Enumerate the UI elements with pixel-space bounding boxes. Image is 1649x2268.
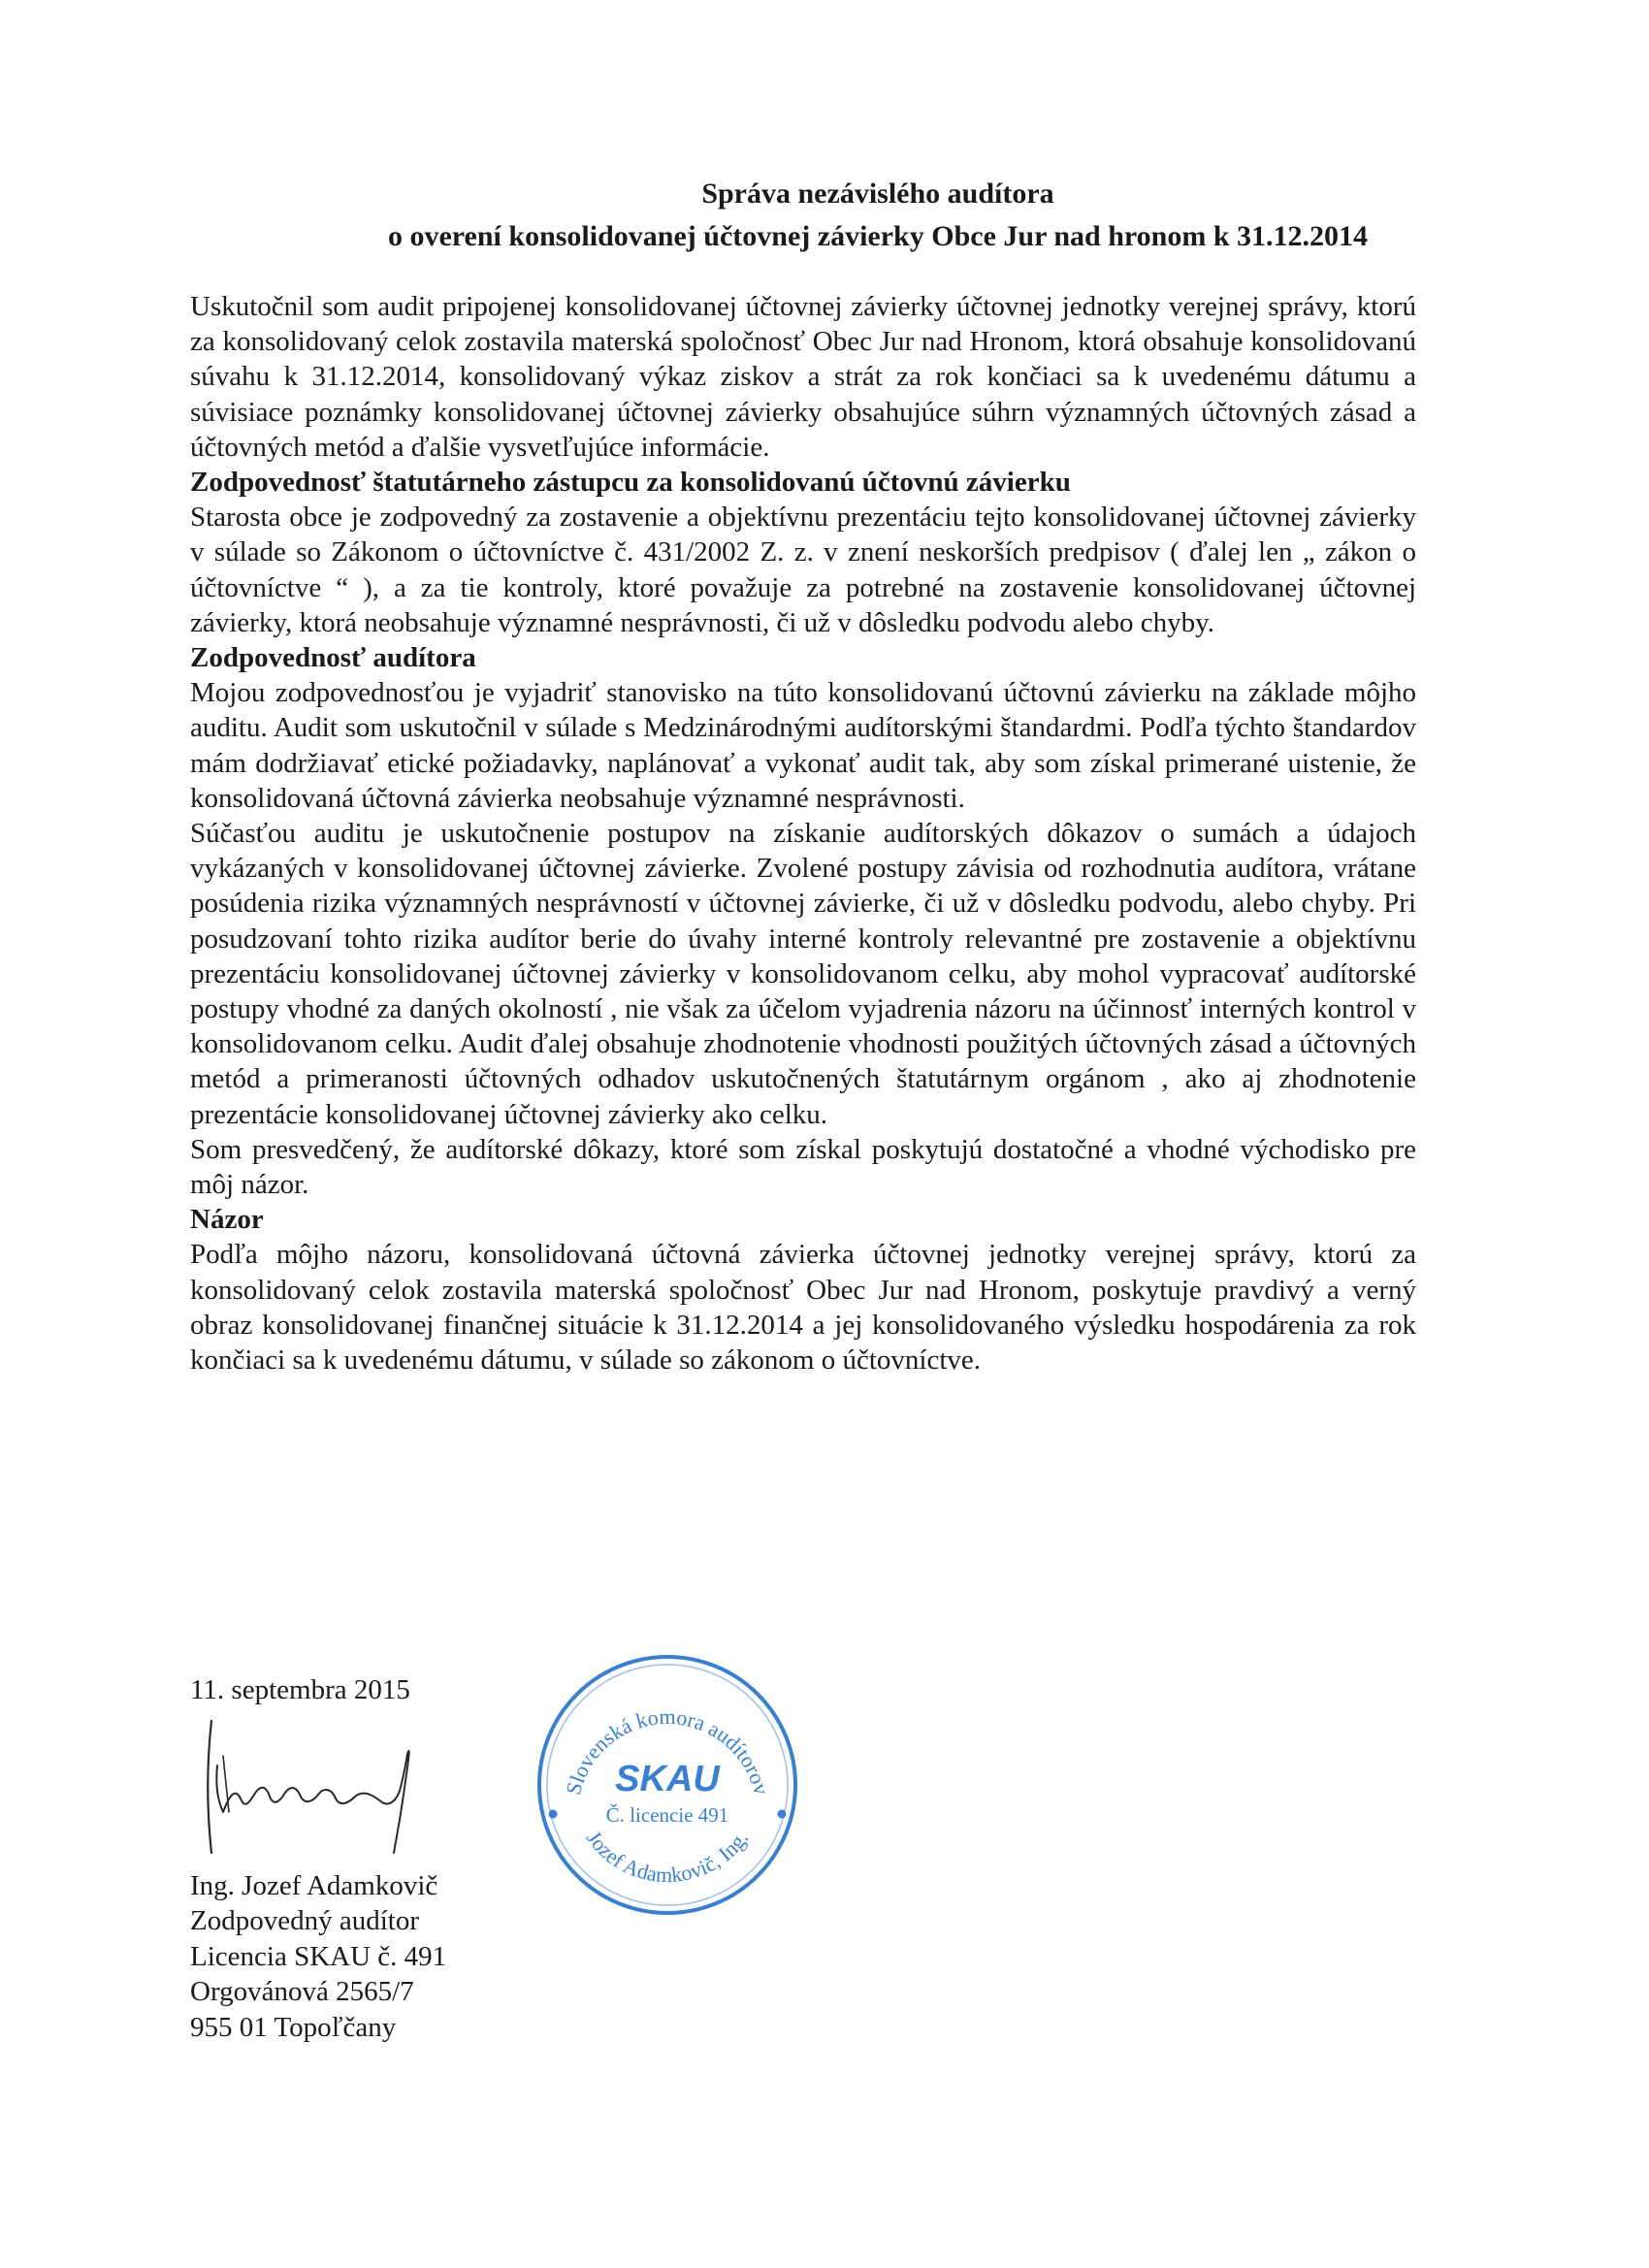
- signer-block: [190, 1868, 446, 2045]
- report-title: [0, 173, 1649, 258]
- opinion-paragraph: Podľa môjho názoru, konsolidovaná účtovná závierka účtovnej jednotky verejnej správy, ktorú za konsolidovaný celok zostavila materská spoločnosť Obec Jur nad Hronom, poskytuje pravdivý a verný obraz konsolidovanej finančnej situácie k 31.12.2014 a jej konsolidovaného výsledku hospodárenia za rok končiaci sa k uvedenému dátumu, v súlade so zákonom o účtovníctve.: [190, 1239, 1416, 1377]
- stamp-dot-left: [549, 1810, 558, 1819]
- report-title-line-1: Správa nezávislého audítora: [701, 178, 1054, 210]
- report-date: 11. septembra 2015: [190, 1674, 410, 1705]
- stamp-center-license: Č. licencie 491: [605, 1803, 729, 1827]
- signer-street: Orgovánová 2565/7: [190, 1976, 414, 2008]
- statutory-responsibility-heading: Zodpovednosť štatutárneho zástupcu za konsolidovanú účtovnú závierku: [190, 467, 1071, 499]
- stamp-ring-bottom: Jozef Adamkovič, Ing.: [581, 1826, 754, 1888]
- stamp-ring-top: Slovenská komora audítorov: [561, 1704, 774, 1798]
- intro-paragraph: Uskutočnil som audit pripojenej konsolidovanej účtovnej závierky účtovnej jednotky verejnej správy, ktorú za konsolidovaný celok zostavila materská spoločnosť Obec Jur nad Hronom, ktorá obsahuje konsolidovanú súvahu k 31.12.2014, konsolidovaný výkaz ziskov a strát za rok končiaci sa k uvedenému dátumu a súvisiace poznámky konsolidovanej účtovnej závierky obsahujúce súhrn významných účtovných zásad a účtovných metód a ďalšie vysvetľujúce informácie.: [190, 291, 1416, 463]
- report-title-line-2: o overení konsolidovanej účtovnej závierky Obce Jur nad hronom k 31.12.2014: [387, 220, 1369, 252]
- signer-license: Licencia SKAU č. 491: [190, 1940, 447, 1972]
- stamp-dot-right: [778, 1810, 787, 1819]
- auditor-responsibility-heading: Zodpovednosť audítora: [190, 642, 476, 674]
- signer-name: Ing. Jozef Adamkovič: [190, 1870, 438, 1901]
- auditor-responsibility-paragraph-2: Súčasťou auditu je uskutočnenie postupov na získanie audítorských dôkazov o sumách a údajoch vykázaných v konsolidovanej účtovnej závierke. Zvolené postupy závisia od rozhodnutia audítora, vrátane posúdenia rizika významných nesprávností v účtovnej závierke, či už v dôsledku podvodu, alebo chyby. Pri posudzovaní tohto rizika audítor berie do úvahy interné kontroly relevantné pre zostavenie a objektívnu prezentáciu konsolidovanej účtovnej závierky v konsolidovanom celku, aby mohol vypracovať audítorské postupy vhodné za daných okolností , nie však za účelom vyjadrenia názoru na účinnosť interných kontrol v konsolidovanom celku. Audit ďalej obsahuje zhodnotenie vhodnosti použitých účtovných zásad a účtovných metód a primeranosti účtovných odhadov uskutočnených štatutárnym orgánom , ako aj zhodnotenie prezentácie konsolidovanej účtovnej závierky ako celku.: [190, 818, 1416, 1130]
- stamp-center-abbrev: SKAU: [615, 1759, 720, 1799]
- report-body: [190, 289, 1416, 1377]
- signer-role: Zodpovedný audítor: [190, 1905, 419, 1937]
- auditor-stamp: [532, 1649, 803, 1921]
- signer-city: 955 01 Topoľčany: [190, 2011, 397, 2043]
- auditor-responsibility-paragraph-3: Som presvedčený, že audítorské dôkazy, ktoré som získal poskytujú dostatočné a vhodné východisko pre môj názor.: [190, 1133, 1416, 1201]
- auditor-responsibility-paragraph-1: Mojou zodpovednosťou je vyjadriť stanovisko na túto konsolidovanú účtovnú závierku na základe môjho auditu. Audit som uskutočnil v súlade s Medzinárodnými audítorskými štandardmi. Podľa týchto štandardov mám dodržiavať etické požiadavky, naplánovať a vykonať audit tak, aby som získal primerané uistenie, že konsolidovaná účtovná závierka neobsahuje významné nesprávnosti.: [190, 677, 1416, 814]
- handwritten-signature: [190, 1707, 481, 1863]
- statutory-responsibility-paragraph: Starosta obce je zodpovedný za zostavenie a objektívnu prezentáciu tejto konsolidovanej účtovnej závierky v súlade so Zákonom o účtovníctve č. 431/2002 Z. z. v znení neskorších predpisov ( ďalej len „ zákon o účtovníctve “ ), a za tie kontroly, ktoré považuje za potrebné na zostavenie konsolidovanej účtovnej závierky, ktorá neobsahuje významné nesprávnosti, či už v dôsledku podvodu alebo chyby.: [190, 502, 1416, 638]
- opinion-heading: Názor: [190, 1204, 264, 1236]
